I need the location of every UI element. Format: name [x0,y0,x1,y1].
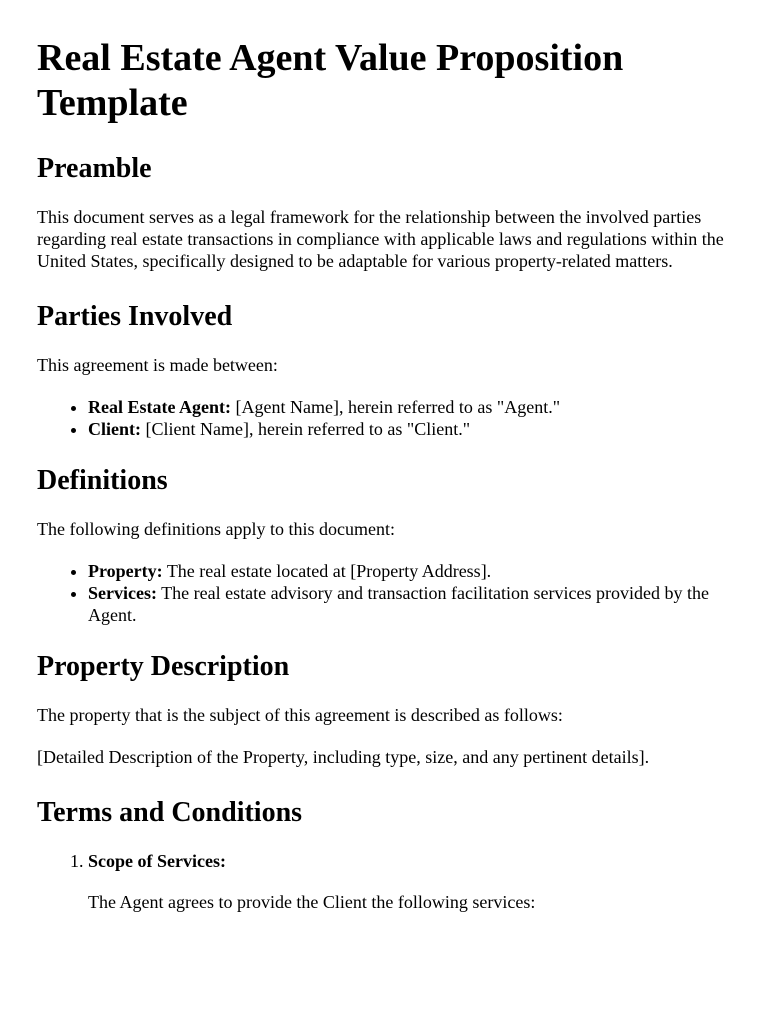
terms-section [37,796,734,913]
terms-list [37,850,734,913]
parties-intro: This agreement is made between: [37,355,278,375]
terms-heading: Terms and Conditions [37,797,303,828]
party-text: [Client Name], herein referred to as "Client." [141,419,471,439]
parties-heading: Parties Involved [37,301,233,332]
property-description-section [37,650,734,768]
list-item [88,560,734,582]
list-item [88,850,734,913]
property-description-intro: The property that is the subject of this agreement is described as follows: [37,705,563,725]
list-item [88,582,734,626]
preamble-section [37,152,734,272]
preamble-heading: Preamble [37,153,152,184]
property-description-detail: [Detailed Description of the Property, including type, size, and any pertinent details]. [37,747,650,767]
definitions-heading: Definitions [37,465,168,496]
definitions-section [37,464,734,626]
definitions-intro: The following definitions apply to this document: [37,519,395,539]
party-term: Real Estate Agent: [88,397,231,417]
preamble-text: This document serves as a legal framework for the relationship between the involved parties regarding real estate transactions in compliance with applicable laws and regulations within the United States, specifically designed to be adaptable for various property-related matters. [37,207,724,271]
definition-term: Property: [88,561,163,581]
definitions-list [37,560,734,626]
term-title: Scope of Services: [88,851,226,871]
parties-section [37,300,734,440]
definition-text: The real estate located at [Property Address]. [162,561,492,581]
list-item [88,396,734,418]
party-term: Client: [88,419,141,439]
definition-term: Services: [88,583,157,603]
definition-text: The real estate advisory and transaction facilitation services provided by the Agent. [88,583,709,625]
party-text: [Agent Name], herein referred to as "Agent." [230,397,561,417]
parties-list [37,396,734,440]
list-item [88,418,734,440]
property-description-heading: Property Description [37,651,290,682]
document-title: Real Estate Agent Value Proposition Template [37,37,624,124]
term-text: The Agent agrees to provide the Client the following services: [88,892,536,912]
